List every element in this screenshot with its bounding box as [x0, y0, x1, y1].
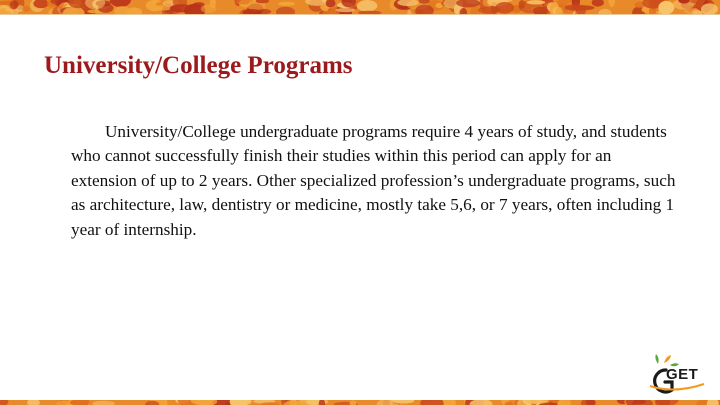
logo-text: GET [666, 366, 699, 383]
autumn-leaves-image [0, 0, 720, 14]
get-logo [644, 354, 712, 400]
autumn-leaves-image [0, 400, 720, 405]
slide-body-text: University/College undergraduate programs require 4 years of study, and students who cannot successfully finish their studies within this period can apply for an extension of up to 2 years. Other specialized profession’s undergraduate programs, such as architecture, law, dentistry or medicine, mostly take 5,6, or 7 years, often including 1 year of internship. [71, 122, 676, 239]
autumn-leaves-banner-top [0, 0, 720, 15]
autumn-leaves-banner-bottom [0, 400, 720, 405]
slide-title: University/College Programs [44, 52, 353, 79]
